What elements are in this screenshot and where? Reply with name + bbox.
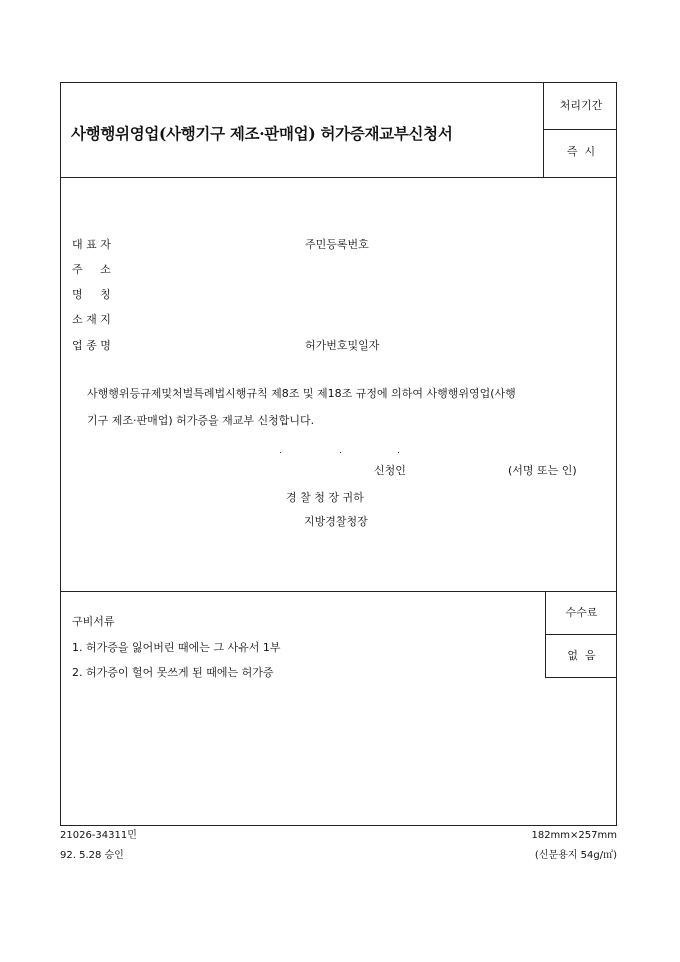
processing-cell-divider bbox=[543, 129, 617, 130]
fee-label: 수수료 bbox=[565, 606, 598, 619]
addressee-police-chief: 경 찰 청 장 귀하 bbox=[286, 491, 364, 504]
business-name-label: 명 칭 bbox=[72, 288, 111, 301]
fee-value: 없 음 bbox=[567, 649, 596, 662]
processing-period-label: 처리기간 bbox=[559, 99, 603, 112]
approval-date: 92. 5.28 승인 bbox=[60, 850, 124, 861]
address-label: 주 소 bbox=[72, 263, 111, 276]
location-label: 소 재 지 bbox=[72, 313, 111, 326]
license-number-date-label: 허가번호및일자 bbox=[305, 339, 380, 352]
business-type-label: 업 종 명 bbox=[72, 339, 111, 352]
required-document-1: 1. 허가증을 잃어버린 때에는 그 사유서 1부 bbox=[72, 641, 281, 654]
fee-cell-bottom bbox=[545, 677, 617, 678]
fee-cell-divider bbox=[545, 634, 617, 635]
form-title: 사행행위영업(사행기구 제조·판매업) 허가증재교부신청서 bbox=[71, 124, 453, 143]
signature-label: (서명 또는 인) bbox=[508, 464, 577, 477]
date-dot-day: . bbox=[397, 446, 400, 456]
processing-column-divider bbox=[543, 83, 544, 177]
declaration-line-2: 기구 제조·판매업) 허가증을 재교부 신청합니다. bbox=[87, 414, 315, 427]
header-divider bbox=[61, 177, 616, 178]
processing-period-value: 즉 시 bbox=[566, 145, 596, 158]
paper-type: (신문용지 54g/㎡) bbox=[534, 850, 617, 861]
application-form bbox=[60, 82, 617, 826]
declaration-line-1: 사행행위등규제및처벌특례법시행규칙 제8조 및 제18조 규정에 의하여 사행행위영업(사행 bbox=[87, 387, 516, 400]
paper-size: 182mm×257mm bbox=[531, 830, 617, 841]
date-dot-year: . bbox=[279, 446, 282, 456]
representative-label: 대 표 자 bbox=[72, 238, 111, 251]
date-dot-month: . bbox=[339, 446, 342, 456]
resident-number-label: 주민등록번호 bbox=[305, 238, 369, 251]
form-code: 21026-34311민 bbox=[60, 830, 137, 841]
addressee-regional-police: 지방경찰청장 bbox=[304, 515, 368, 528]
documents-divider bbox=[61, 591, 616, 592]
required-documents-heading: 구비서류 bbox=[72, 615, 115, 628]
required-document-2: 2. 허가증이 헐어 못쓰게 된 때에는 허가증 bbox=[72, 666, 274, 679]
applicant-label: 신청인 bbox=[374, 464, 406, 477]
